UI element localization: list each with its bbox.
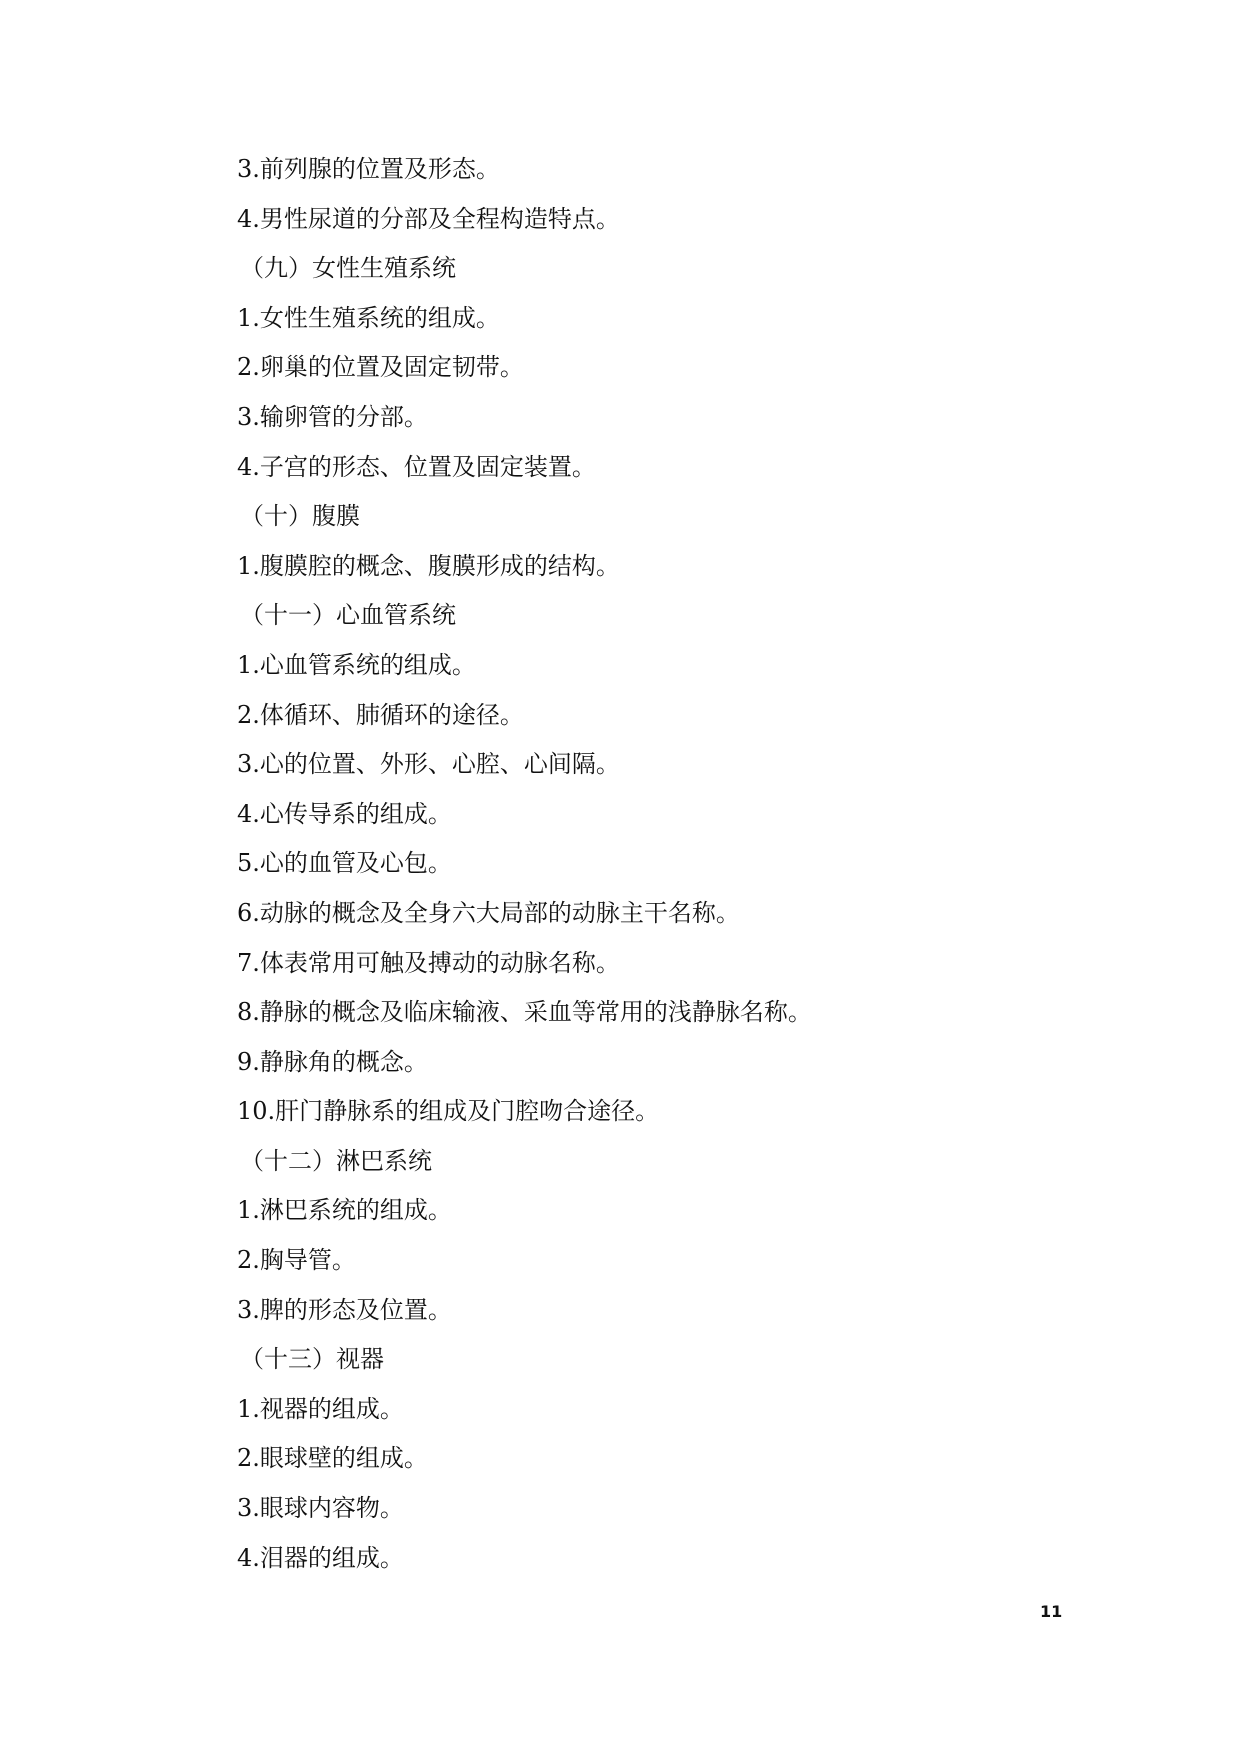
list-item: 3.前列腺的位置及形态。 (237, 155, 500, 183)
list-item: 2.卵巢的位置及固定韧带。 (237, 353, 524, 382)
page-number: 11 (1040, 1602, 1063, 1621)
list-item: 2.胸导管。 (237, 1246, 356, 1275)
section-heading: （九）女性生殖系统 (240, 254, 456, 283)
document-body (0, 151, 1240, 1589)
list-item: 1.视器的组成。 (237, 1394, 404, 1423)
list-item: 2.体循环、肺循环的途径。 (237, 700, 524, 729)
list-item: 3.心的位置、外形、心腔、心间隔。 (237, 750, 620, 779)
list-item: 1.心血管系统的组成。 (237, 650, 476, 679)
list-item: 4.心传导系的组成。 (237, 799, 452, 828)
list-item: 9.静脉角的概念。 (237, 1047, 428, 1076)
list-item: 2.眼球壁的组成。 (237, 1444, 428, 1473)
list-item: 3.输卵管的分部。 (237, 402, 428, 431)
list-item: 4.男性尿道的分部及全程构造特点。 (237, 204, 620, 233)
list-item: 6.动脉的概念及全身六大局部的动脉主干名称。 (237, 898, 740, 927)
list-item: 4.子宫的形态、位置及固定装置。 (237, 452, 596, 481)
list-item: 3.眼球内容物。 (237, 1494, 404, 1523)
list-item: 4.泪器的组成。 (237, 1543, 404, 1572)
list-item: 10.肝门静脉系的组成及门腔吻合途径。 (237, 1097, 660, 1126)
list-item: 5.心的血管及心包。 (237, 849, 452, 878)
list-item: 7.体表常用可触及搏动的动脉名称。 (237, 948, 620, 977)
list-item: 8.静脉的概念及临床输液、采血等常用的浅静脉名称。 (237, 998, 812, 1027)
list-item: 3.脾的形态及位置。 (237, 1295, 452, 1324)
section-heading: （十二）淋巴系统 (240, 1146, 432, 1175)
section-heading: （十）腹膜 (240, 502, 360, 531)
list-item: 1.腹膜腔的概念、腹膜形成的结构。 (237, 551, 620, 580)
section-heading: （十三）视器 (240, 1345, 384, 1374)
section-heading: （十一）心血管系统 (240, 601, 456, 630)
list-item: 1.淋巴系统的组成。 (237, 1196, 452, 1225)
list-item: 1.女性生殖系统的组成。 (237, 303, 500, 332)
